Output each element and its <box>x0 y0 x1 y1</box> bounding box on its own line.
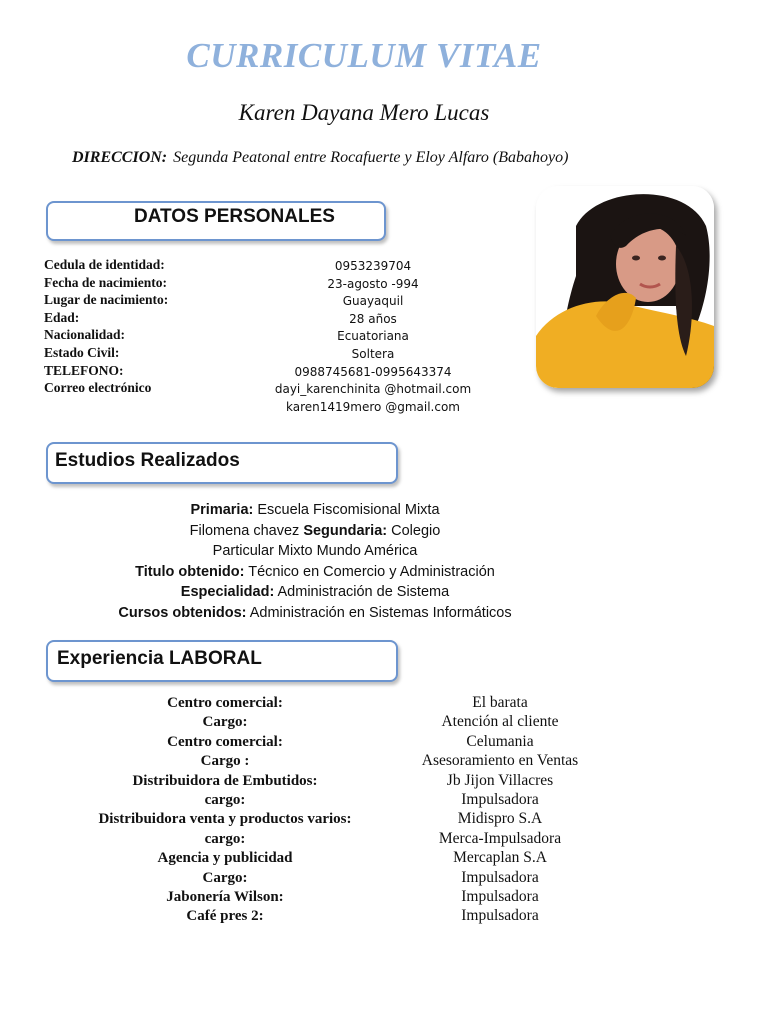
studies-line-primaria <box>60 500 570 521</box>
titulo-label: Titulo obtenido: <box>135 563 245 580</box>
portrait-illustration <box>536 186 714 388</box>
label-edad: Edad: <box>44 309 80 325</box>
work-value-5: Jb Jijon Villacres <box>446 771 554 789</box>
studies-header <box>46 442 398 484</box>
work-value-2: Atención al cliente <box>441 713 559 731</box>
label-estado-civil: Estado Civil: <box>44 344 120 360</box>
value-fecha-nacimiento: 23-agosto -994 <box>327 276 419 291</box>
label-cedula: Cedula de identidad: <box>44 257 165 272</box>
value-edad: 28 años <box>349 311 397 326</box>
value-lugar-nacimiento: Guayaquil <box>342 294 404 309</box>
label-lugar-nacimiento: Lugar de nacimiento: <box>44 292 169 308</box>
titulo-value: Técnico en Comercio y Administración <box>248 563 495 580</box>
work-values <box>400 693 600 926</box>
address-line <box>72 149 568 167</box>
especialidad-label: Especialidad: <box>180 584 275 601</box>
personal-data-heading: DATOS PERSONALES <box>134 206 335 227</box>
studies-line-cursos <box>60 603 570 624</box>
work-value-7: Midispro S.A <box>457 810 543 828</box>
work-label-6: cargo: <box>204 792 246 809</box>
especialidad-value: Administración de Sistema <box>277 584 450 601</box>
work-value-6: Impulsadora <box>461 791 539 809</box>
value-cedula: 0953239704 <box>334 259 412 273</box>
primaria-value-cont: Filomena chavez <box>189 522 300 539</box>
label-correo: Correo electrónico <box>44 380 152 396</box>
work-label-3: Centro comercial: <box>167 733 283 750</box>
address-label: DIRECCION: <box>72 149 168 166</box>
work-header <box>46 640 398 682</box>
work-label-10: Cargo: <box>202 869 248 886</box>
address-value: Segunda Peatonal entre Rocafuerte y Eloy Alfaro (Babahoyo) <box>173 149 569 166</box>
work-label-5: Distribuidora de Embutidos: <box>132 772 318 789</box>
work-label-11: Jabonería Wilson: <box>166 889 284 906</box>
personal-labels <box>44 256 168 397</box>
secundaria-value: Colegio <box>391 522 441 539</box>
work-value-1: El barata <box>472 694 528 711</box>
work-label-12: Café pres 2: <box>186 908 264 925</box>
work-value-11: Impulsadora <box>461 888 539 906</box>
work-label-7: Distribuidora venta y productos varios: <box>98 811 352 828</box>
work-label-8: cargo: <box>204 830 246 847</box>
primaria-value: Escuela Fiscomisional Mixta <box>257 502 440 518</box>
work-value-12: Impulsadora <box>461 907 539 925</box>
secundaria-label: Segundaria: <box>303 522 388 539</box>
document-title: CURRICULUM VITAE <box>186 36 542 75</box>
work-label-4: Cargo : <box>200 753 250 770</box>
work-value-8: Merca-Impulsadora <box>438 829 562 847</box>
studies-line-3: Particular Mixto Mundo América <box>212 543 418 560</box>
value-email-gmail: karen1419mero @gmail.com <box>286 399 460 414</box>
label-fecha-nacimiento: Fecha de nacimiento: <box>44 274 167 290</box>
primaria-label: Primaria: <box>190 502 254 518</box>
value-estado-civil: Soltera <box>351 346 395 361</box>
cursos-value: Administración en Sistemas Informáticos <box>249 604 512 621</box>
studies-heading: Estudios Realizados <box>55 450 240 471</box>
personal-values <box>238 258 508 416</box>
profile-photo <box>536 186 714 388</box>
person-name: Karen Dayana Mero Lucas <box>238 100 490 125</box>
work-value-4: Asesoramiento en Ventas <box>421 752 579 770</box>
work-label-2: Cargo: <box>202 714 248 731</box>
label-telefono: TELEFONO: <box>44 362 124 378</box>
work-labels <box>40 694 410 927</box>
value-telefono: 0988745681-0995643374 <box>294 364 452 379</box>
work-value-10: Impulsadora <box>461 868 539 886</box>
value-email-hotmail: dayi_karenchinita @hotmail.com <box>274 382 472 397</box>
cursos-label: Cursos obtenidos: <box>118 604 247 621</box>
studies-line-2 <box>60 521 570 542</box>
studies-line-especialidad <box>60 582 570 603</box>
label-nacionalidad: Nacionalidad: <box>44 327 126 343</box>
personal-data-header <box>46 201 386 241</box>
studies-line-titulo <box>60 562 570 583</box>
work-value-9: Mercaplan S.A <box>453 849 547 867</box>
work-label-1: Centro comercial: <box>167 695 283 711</box>
work-value-3: Celumania <box>466 732 534 750</box>
work-heading: Experiencia LABORAL <box>57 648 262 669</box>
work-label-9: Agencia y publicidad <box>157 850 293 867</box>
studies-block <box>60 500 570 624</box>
value-nacionalidad: Ecuatoriana <box>337 329 409 344</box>
